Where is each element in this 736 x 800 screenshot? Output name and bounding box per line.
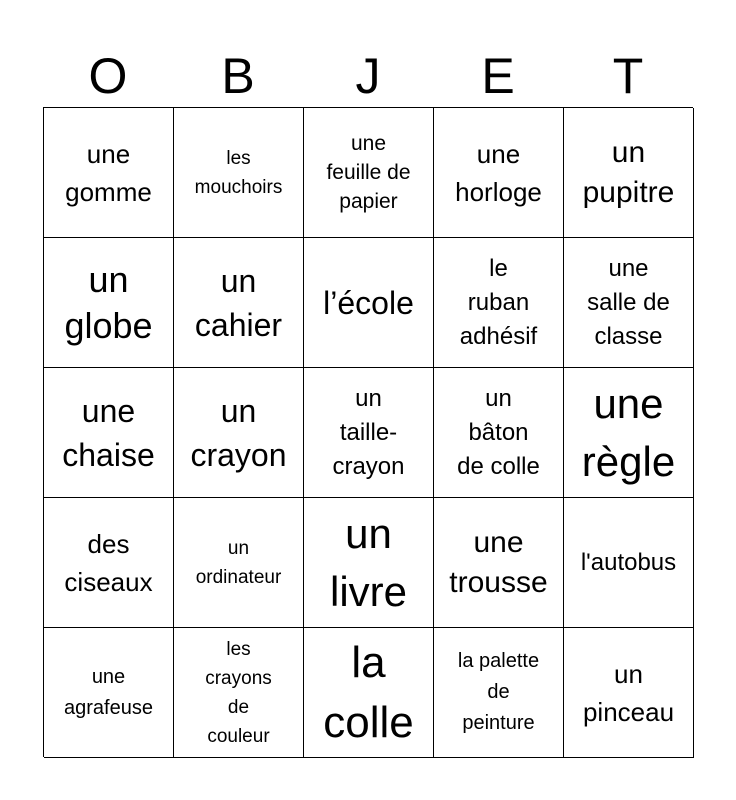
bingo-cell-r5c5[interactable]: un pinceau	[564, 628, 694, 758]
bingo-cell-r2c5[interactable]: une salle de classe	[564, 238, 694, 368]
bingo-cell-r3c4[interactable]: un bâton de colle	[434, 368, 564, 498]
bingo-cell-r2c1[interactable]: un globe	[44, 238, 174, 368]
bingo-cell-r4c3[interactable]: un livre	[304, 498, 434, 628]
bingo-cell-r3c3[interactable]: un taille- crayon	[304, 368, 434, 498]
bingo-cell-r4c4[interactable]: une trousse	[434, 498, 564, 628]
bingo-cell-r4c1[interactable]: des ciseaux	[44, 498, 174, 628]
bingo-cell-r1c5[interactable]: un pupitre	[564, 108, 694, 238]
bingo-cell-r3c2[interactable]: un crayon	[174, 368, 304, 498]
bingo-cell-r3c5[interactable]: une règle	[564, 368, 694, 498]
bingo-cell-r1c1[interactable]: une gomme	[44, 108, 174, 238]
bingo-cell-r2c4[interactable]: le ruban adhésif	[434, 238, 564, 368]
header-letter-e: E	[481, 48, 515, 104]
bingo-cell-r4c2[interactable]: un ordinateur	[174, 498, 304, 628]
bingo-cell-r5c3[interactable]: la colle	[304, 628, 434, 758]
bingo-cell-r3c1[interactable]: une chaise	[44, 368, 174, 498]
header-letter-b: B	[221, 48, 255, 104]
header-letter-t: T	[612, 48, 644, 104]
bingo-cell-r1c2[interactable]: les mouchoirs	[174, 108, 304, 238]
bingo-cell-r5c2[interactable]: les crayons de couleur	[174, 628, 304, 758]
bingo-cell-r2c2[interactable]: un cahier	[174, 238, 304, 368]
bingo-board	[43, 107, 693, 757]
bingo-header	[43, 44, 693, 108]
bingo-cell-r5c1[interactable]: une agrafeuse	[44, 628, 174, 758]
header-letter-j: J	[355, 48, 381, 104]
bingo-cell-r1c3[interactable]: une feuille de papier	[304, 108, 434, 238]
bingo-cell-r4c5[interactable]: l'autobus	[564, 498, 694, 628]
bingo-cell-r2c3[interactable]: l’école	[304, 238, 434, 368]
header-letter-o: O	[88, 48, 128, 104]
bingo-cell-r1c4[interactable]: une horloge	[434, 108, 564, 238]
bingo-cell-r5c4[interactable]: la palette de peinture	[434, 628, 564, 758]
